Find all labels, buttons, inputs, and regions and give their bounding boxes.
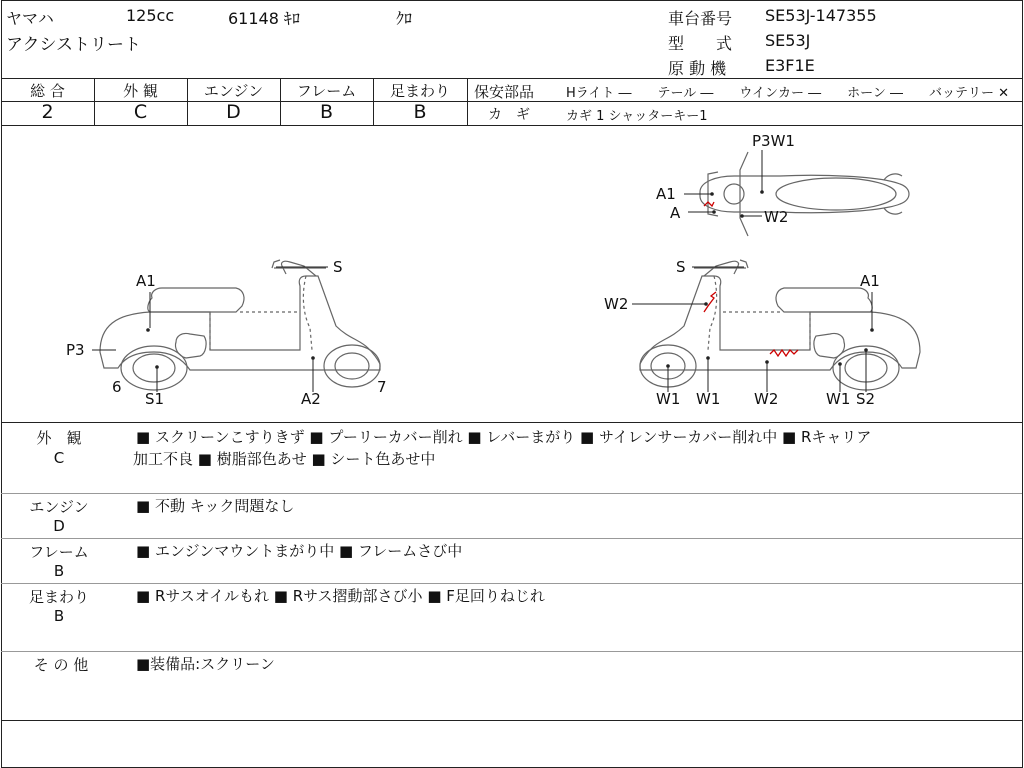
note-text-other: ■装備品:スクリーン xyxy=(136,655,275,673)
label-A1-left: A1 xyxy=(136,272,156,290)
divider xyxy=(1,422,1022,423)
note-grade-frame: B xyxy=(53,562,65,580)
divider xyxy=(1,720,1022,721)
note-label-engine: エンジン xyxy=(29,498,89,516)
frame-no: SE53J-147355 xyxy=(765,6,877,25)
scooter-left-labels xyxy=(66,258,387,408)
label-6-left: 6 xyxy=(112,378,122,396)
divider xyxy=(1,78,1022,79)
label-W1-right-c: W1 xyxy=(826,390,851,408)
grade-label-exterior: 外 観 xyxy=(123,82,158,100)
frame-no-label: 車台番号 xyxy=(668,9,733,28)
grade-value-overall: 2 xyxy=(41,101,54,123)
engine-value: E3F1E xyxy=(765,56,815,75)
grade-value-engine: D xyxy=(226,101,241,123)
label-A-top: A xyxy=(670,204,681,222)
label-W2-right-upper: W2 xyxy=(604,295,629,313)
label-A1-right: A1 xyxy=(860,272,880,290)
grade-value-frame: B xyxy=(319,101,334,123)
label-W2-right: W2 xyxy=(754,390,779,408)
label-W2-top: W2 xyxy=(764,208,789,226)
type-value: SE53J xyxy=(765,31,811,50)
note-label-frame: フレーム xyxy=(29,543,89,561)
label-S1-left: S1 xyxy=(145,390,165,408)
grade-label-engine: エンジン xyxy=(203,82,264,100)
divider xyxy=(1,493,1022,494)
engine-label: 原 動 機 xyxy=(668,59,727,78)
label-S-left: S xyxy=(333,258,343,276)
grade-label-frame: フレーム xyxy=(296,82,357,100)
label-A2-left: A2 xyxy=(301,390,321,408)
note-grade-exterior: C xyxy=(53,449,65,467)
label-S-right: S xyxy=(676,258,686,276)
grade-label-overall: 総 合 xyxy=(30,82,65,100)
grade-label-suspension: 足まわり xyxy=(389,82,450,100)
label-S2-right: S2 xyxy=(856,390,876,408)
scooter-right-labels xyxy=(604,258,880,408)
color: ｸﾛ xyxy=(396,9,413,28)
grade-value-suspension: B xyxy=(413,101,427,123)
key-label: カ ギ xyxy=(488,107,530,123)
label-W1-right-a: W1 xyxy=(656,390,681,408)
note-text-engine: ■ 不動 キック問題なし xyxy=(136,497,295,515)
divider xyxy=(467,78,468,125)
note-text-suspension: ■ Rサスオイルもれ ■ Rサス摺動部さび小 ■ F足回りねじれ xyxy=(136,587,545,605)
damage-diagram xyxy=(0,126,1022,422)
label-A1-top: A1 xyxy=(656,185,676,203)
label-P3W1-top: P3W1 xyxy=(752,132,795,150)
scooter-right-damage xyxy=(704,292,798,356)
maker: ヤマハ xyxy=(6,9,54,28)
type-label: 型 式 xyxy=(668,34,733,53)
grade-value-exterior: C xyxy=(133,101,148,123)
divider xyxy=(468,101,1022,102)
key-value: カギ 1 シャッターキー1 xyxy=(566,109,708,124)
safety-label: 保安部品 xyxy=(474,83,535,101)
divider xyxy=(1,538,1022,539)
note-text-exterior-line1: ■ スクリーンこすりきず ■ プーリーカバー削れ ■ レバーまがり ■ サイレンサーカバー削れ中 ■ Rキャリア xyxy=(136,428,872,446)
scooter-top-view xyxy=(700,152,909,236)
label-W1-right-b: W1 xyxy=(696,390,721,408)
divider xyxy=(1,583,1022,584)
note-text-exterior-line2: 加工不良 ■ 樹脂部色あせ ■ シート色あせ中 xyxy=(133,450,436,468)
label-7-left: 7 xyxy=(377,378,387,396)
note-grade-suspension: B xyxy=(53,607,65,625)
label-P3-left: P3 xyxy=(66,341,85,359)
mileage: 61148 ｷﾛ xyxy=(228,9,300,28)
divider xyxy=(1,651,1022,652)
safety-items: Hライト ― テール ― ウインカー ― ホーン ― バッテリー ✕ xyxy=(566,86,1010,101)
top-view-damage xyxy=(704,202,714,206)
note-label-suspension: 足まわり xyxy=(28,588,89,606)
note-label-exterior: 外 観 xyxy=(36,429,82,447)
note-grade-engine: D xyxy=(53,517,65,535)
displacement: 125cc xyxy=(126,6,175,25)
note-label-other: そ の 他 xyxy=(33,656,89,674)
note-text-frame: ■ エンジンマウントまがり中 ■ フレームさび中 xyxy=(136,542,463,560)
model-name: アクシストリート xyxy=(6,35,141,55)
